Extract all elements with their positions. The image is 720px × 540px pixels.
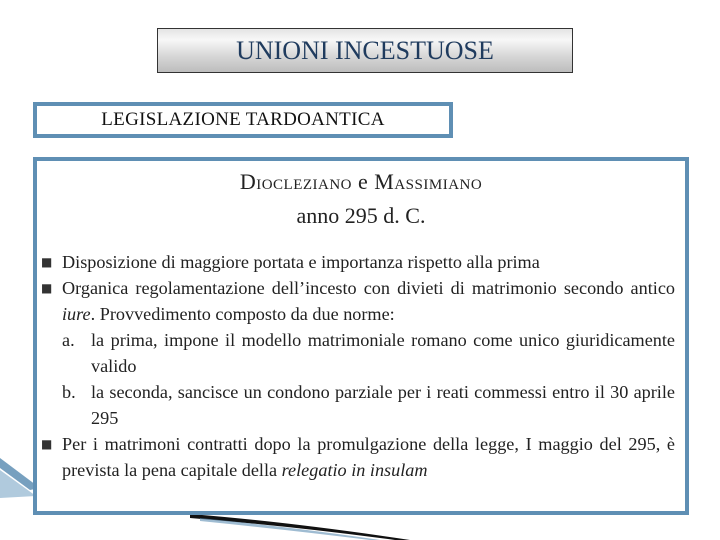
heading-emperor-1: Diocleziano [239,169,353,194]
section-subtitle [33,102,453,138]
sub-item-label: a. [62,330,75,350]
bullet-item [37,275,675,327]
heading-conjunction: e [352,169,375,194]
sub-item-text: la prima, impone il modello matrimoniale romano come unico giuridicamente valido [91,330,675,376]
square-bullet-icon: ■ [41,281,53,295]
bullet-text: Per i matrimoni contratti dopo la promulgazione della legge, I maggio del 295, è prevista la pena capitale della [62,434,675,480]
bullet-italic-term: iure [62,304,91,324]
bullet-text: Organica regolamentazione dell’incesto con divieti di matrimonio secondo antico [62,278,675,298]
sub-item [37,327,675,379]
bullet-list [37,249,675,483]
sub-item-label: b. [62,382,76,402]
content-panel [33,157,689,515]
content-heading-year: anno 295 d. C. [296,203,426,228]
sub-item-text: la seconda, sancisce un condono parziale per i reati commessi entro il 30 aprile 295 [91,382,675,428]
bullet-text-after: . Provvedimento composto da due norme: [90,304,395,324]
heading-emperor-2: Massimiano [374,169,483,194]
square-bullet-icon: ■ [41,437,53,451]
content-heading-emperors [37,169,685,195]
bullet-item [37,249,675,275]
bullet-italic-term: relegatio in insulam [281,460,428,480]
sub-item [37,379,675,431]
slide-title [157,28,573,73]
square-bullet-icon: ■ [41,255,53,269]
bullet-text: Disposizione di maggiore portata e importanza rispetto alla prima [62,252,540,272]
section-subtitle-text: LEGISLAZIONE TARDOANTICA [101,109,385,130]
slide-title-text: UNIONI INCESTUOSE [236,35,494,65]
bullet-item [37,431,675,483]
